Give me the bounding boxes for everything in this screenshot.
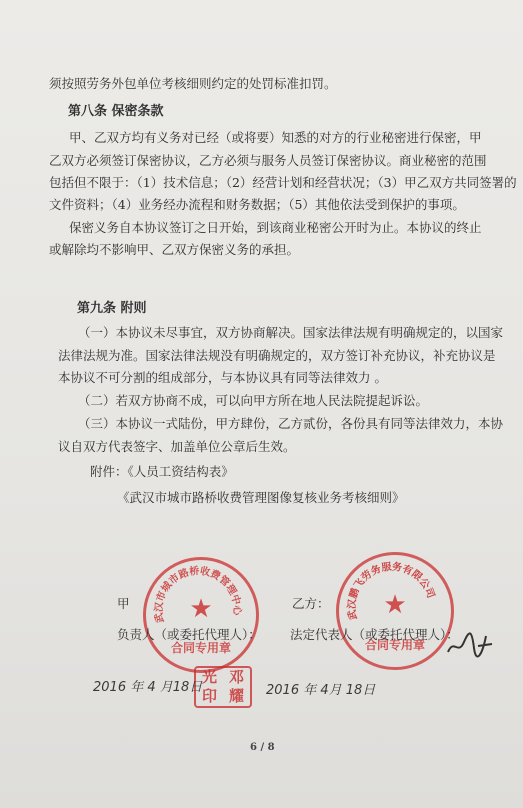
text-line: 须按照劳务外包单位考核细则约定的处罚标准扣罚。 (49, 76, 337, 91)
date-party-a: 2016 年 4 月18日 (93, 680, 203, 695)
text-line: 或解除均不影响甲、乙双方保密义务的承担。 (49, 242, 300, 257)
seal-text: 合同专用章 (170, 641, 231, 655)
company-seal-b (336, 552, 454, 670)
page-number: 6 / 8 (250, 742, 275, 753)
text-line: 法律法规为准。国家法律法规没有明确规定的，双方签订补充协议，补充协议是 (58, 348, 496, 363)
date-party-b: 2016 年 4月 18日 (266, 683, 376, 698)
seal-ring-text: 武汉市城市路桥收费管理中心 (153, 565, 243, 624)
seal-text: 合同专用章 (364, 638, 425, 652)
company-seal-a (143, 557, 259, 673)
text-line: 本协议不可分割的组成部分，与本协议具有同等法律效力 。 (58, 370, 387, 385)
star-icon: ★ (189, 594, 213, 624)
text-line: 乙双方必须签订保密协议，乙方必须与服务人员签订保密协议。商业秘密的范围 (49, 153, 487, 168)
seal-char: 光 (201, 668, 217, 686)
party-b-label: 乙方： (292, 596, 330, 611)
seal-char: 耀 (228, 687, 244, 705)
text-line: （三）本协议一式陆份，甲方肆份，乙方贰份，各份具有同等法律效力，本协 (78, 416, 504, 431)
text-line: 保密义务自本协议签订之日开始，到该商业秘密公开时为止。本协议的终止 (69, 220, 482, 235)
seal-char: 印 (201, 687, 217, 705)
star-icon: ★ (383, 590, 407, 620)
party-b-representative: 法定代表人（或委托代理人）： (290, 627, 459, 642)
text-line: 文件资料；（4）业务经办流程和财务数据；（5）其他依法受到保护的事项。 (49, 197, 465, 212)
text-line: 甲、乙双方均有义务对已经（或将要）知悉的对方的行业秘密进行保密，甲 (69, 130, 482, 145)
personal-seal (194, 666, 252, 708)
text-line: （一）本协议未尽事宜，双方协商解决。国家法律法规有明确规定的，以国家 (78, 325, 504, 340)
text-line: 议自双方代表签字、加盖单位公章后生效。 (58, 439, 296, 454)
party-a-representative: 负责人（或委托代理人）： (117, 627, 261, 642)
text-line: 包括但不限于：（1）技术信息；（2）经营计划和经营状况；（3）甲乙双方共同签署的 (49, 175, 517, 190)
seal-ring-text: 武汉鹏飞劳务服务有限公司 (346, 561, 436, 621)
text-line: （二）若双方协商不成，可以向甲方所在地人民法院提起诉讼。 (78, 393, 429, 408)
party-a-label: 甲 (117, 596, 130, 611)
attachment-line: 《武汉市城市路桥收费管理图像复核业务考核细则》 (117, 490, 405, 505)
seal-char: 邓 (228, 668, 244, 686)
attachment-line: 附件：《人员工资结构表》 (90, 464, 234, 479)
signature-b (444, 628, 494, 666)
article-9-title: 第九条 附则 (77, 301, 147, 316)
article-8-title: 第八条 保密条款 (68, 104, 164, 119)
